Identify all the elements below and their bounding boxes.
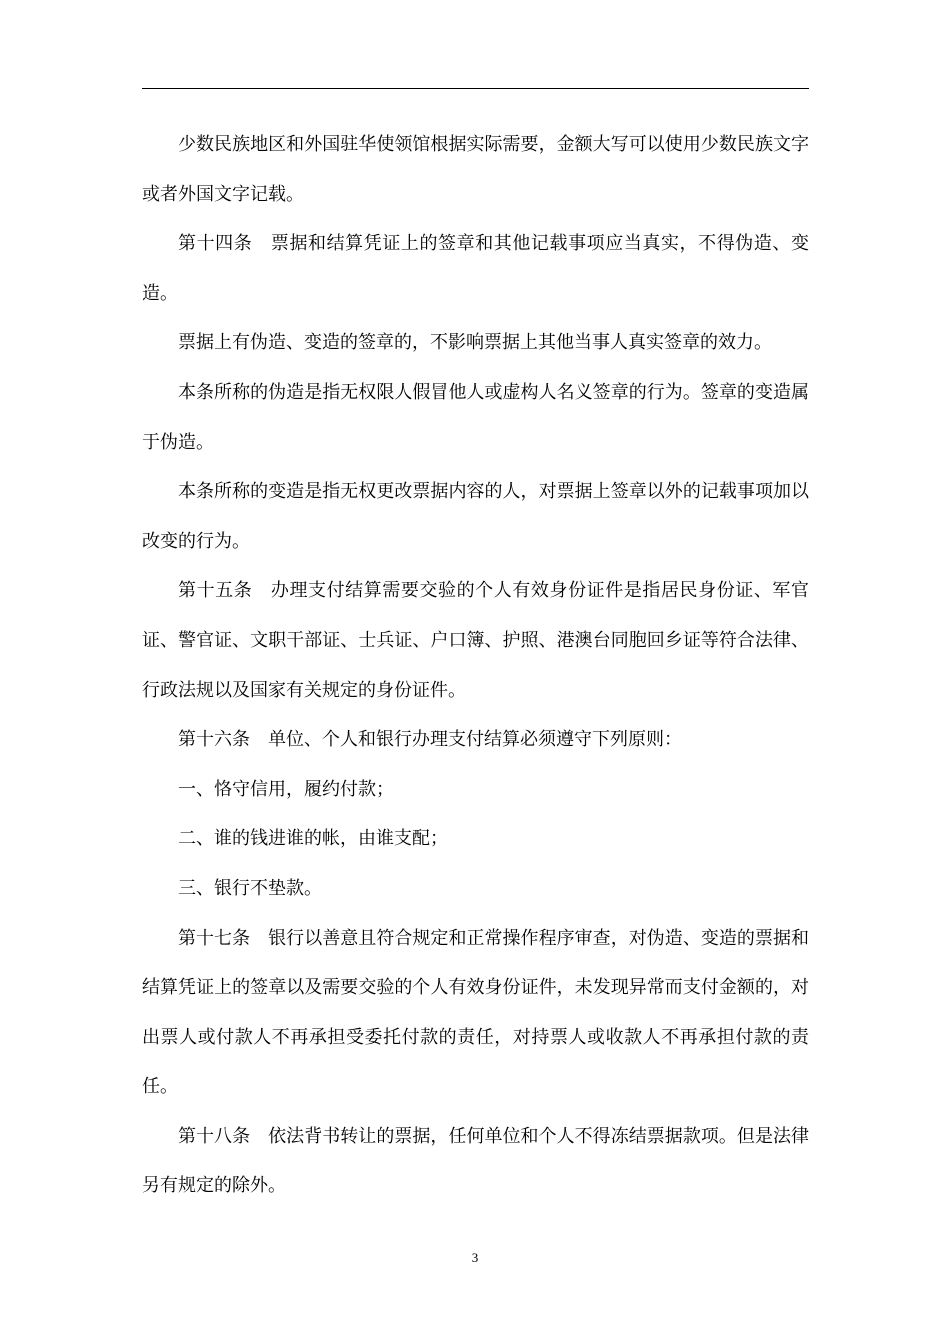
paragraph: 第十六条 单位、个人和银行办理支付结算必须遵守下列原则： [178, 729, 682, 751]
header-rule [142, 88, 809, 89]
paragraph: 二、谁的钱进谁的帐，由谁支配； [178, 828, 448, 850]
paragraph: 一、恪守信用，履约付款； [178, 778, 394, 800]
paragraph: 第十八条 依法背书转让的票据，任何单位和个人不得冻结票据款项。但是法律另有规定的除外。 [142, 1125, 809, 1197]
paragraph: 第十五条 办理支付结算需要交验的个人有效身份证件是指居民身份证、军官证、警官证、文职干部证、士兵证、户口簿、护照、港澳台同胞回乡证等符合法律、行政法规以及国家有关规定的身份证件。 [142, 580, 809, 701]
document-body [142, 120, 809, 1211]
paragraph: 第十四条 票据和结算凭证上的签章和其他记载事项应当真实，不得伪造、变造。 [142, 233, 809, 304]
paragraph: 票据上有伪造、变造的签章的，不影响票据上其他当事人真实签章的效力。 [178, 332, 772, 354]
paragraph: 少数民族地区和外国驻华使领馆根据实际需要，金额大写可以使用少数民族文字或者外国文字记载。 [142, 134, 809, 205]
paragraph: 本条所称的伪造是指无权限人假冒他人或虚构人名义签章的行为。签章的变造属于伪造。 [142, 381, 809, 453]
page-number: 3 [471, 1250, 479, 1265]
paragraph: 三、银行不垫款。 [178, 877, 322, 899]
paragraph: 第十七条 银行以善意且符合规定和正常操作程序审查，对伪造、变造的票据和结算凭证上的签章以及需要交验的个人有效身份证件，未发现异常而支付金额的，对出票人或付款人不再承担受委托付款的责任，对持票人或收款人不再承担付款的责任。 [142, 927, 809, 1098]
paragraph: 本条所称的变造是指无权更改票据内容的人，对票据上签章以外的记载事项加以改变的行为。 [142, 481, 809, 552]
